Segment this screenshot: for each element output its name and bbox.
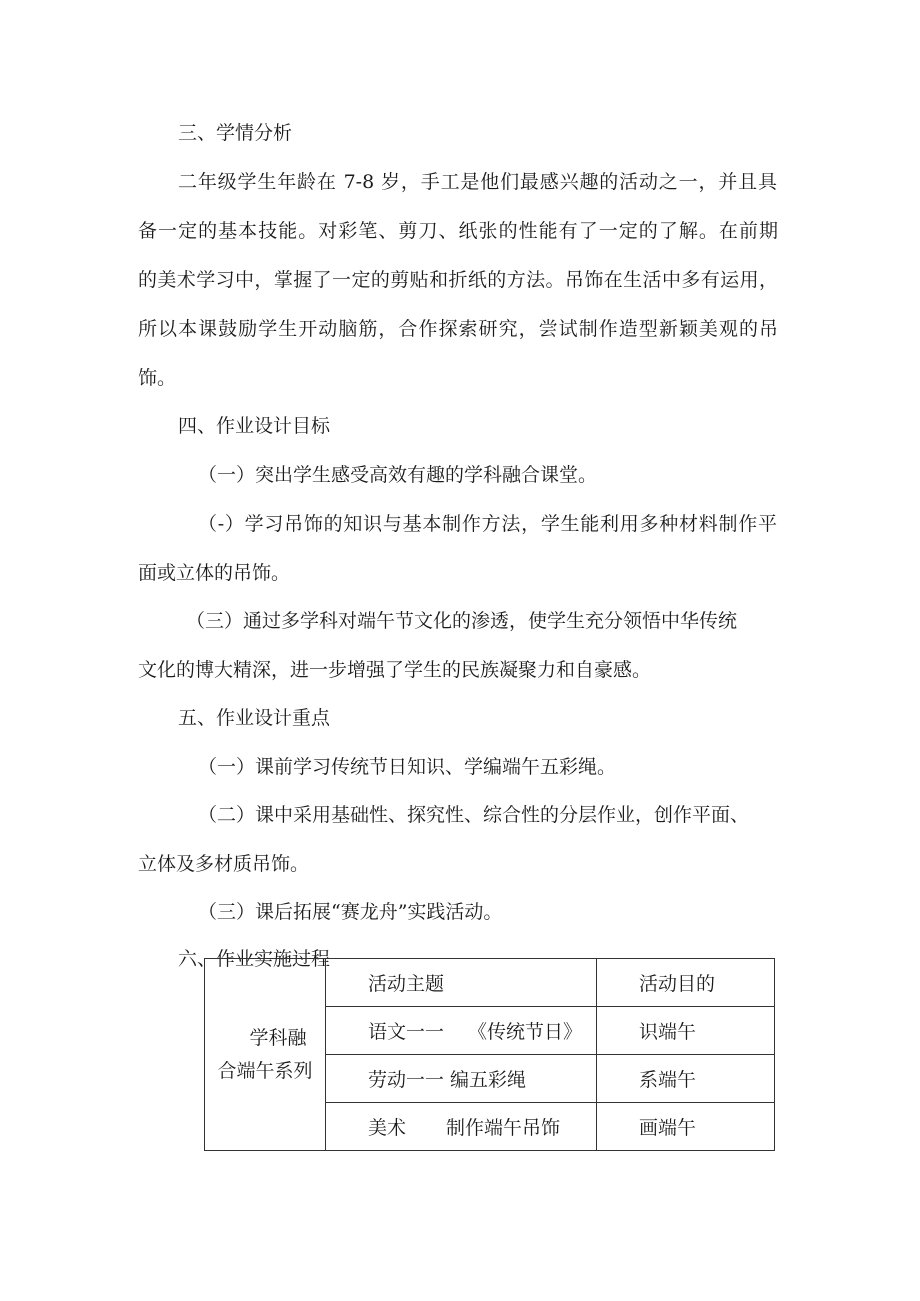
header-goal: 活动目的 [597, 959, 775, 1007]
theme-subject: 劳动一一 编五彩绳 [368, 1069, 527, 1091]
activity-table [204, 958, 775, 1151]
point-3: （三）课后拓展“赛龙舟”实践活动。 [198, 901, 503, 923]
point-1: （一）课前学习传统节日知识、学编端午五彩绳。 [198, 756, 617, 778]
goal-cell: 系端午 [597, 1055, 775, 1103]
theme-cell [326, 1055, 597, 1103]
series-cell [205, 959, 326, 1151]
goal-cell: 画端午 [597, 1103, 775, 1151]
goal-1: （一）突出学生感受高效有趣的学科融合课堂。 [198, 464, 598, 486]
theme-subject: 语文一一 [368, 1021, 445, 1043]
series-label-line-1: 学科融 [249, 1026, 307, 1049]
section-3-line-1: 二年级学生年龄在 7-8 岁，手工是他们最感兴趣的活动之一，并且具 [178, 171, 777, 193]
theme-title: 《传统节日》 [468, 1021, 583, 1043]
point-2-line-2: 立体及多材质吊饰。 [138, 853, 310, 875]
table-row [205, 959, 775, 1007]
goal-2-line-1: （-）学习吊饰的知识与基本制作方法，学生能利用多种材料制作平 [198, 513, 777, 535]
goal-3-line-1: （三）通过多学科对端午节文化的渗透，使学生充分领悟中华传统 [186, 610, 738, 632]
series-label-line-2: 合端午系列 [217, 1059, 313, 1082]
section-4-heading: 四、作业设计目标 [178, 415, 331, 437]
section-3-line-3: 的美术学习中，掌握了一定的剪贴和折纸的方法。吊饰在生活中多有运用， [138, 269, 778, 291]
section-6-heading: 六、作业实施过程 [178, 948, 331, 970]
section-3-line-5: 饰。 [138, 367, 177, 389]
theme-cell [326, 1007, 597, 1055]
section-5-heading: 五、作业设计重点 [178, 707, 331, 729]
header-theme: 活动主题 [326, 959, 597, 1007]
goal-3-line-2: 文化的博大精深，进一步增强了学生的民族凝聚力和自豪感。 [138, 659, 652, 681]
goal-cell: 识端午 [597, 1007, 775, 1055]
section-3-line-2: 备一定的基本技能。对彩笔、剪刀、纸张的性能有了一定的了解。在前期 [138, 220, 778, 242]
theme-title: 制作端午吊饰 [446, 1117, 561, 1139]
theme-cell [326, 1103, 597, 1151]
section-3-heading: 三、学情分析 [178, 122, 293, 144]
section-3-line-4: 所以本课鼓励学生开动脑筋，合作探索研究，尝试制作造型新颖美观的吊 [138, 318, 778, 340]
goal-2-line-2: 面或立体的吊饰。 [138, 562, 291, 584]
point-2-line-1: （二）课中采用基础性、探究性、综合性的分层作业，创作平面、 [198, 804, 750, 826]
theme-subject: 美术 [368, 1117, 407, 1139]
